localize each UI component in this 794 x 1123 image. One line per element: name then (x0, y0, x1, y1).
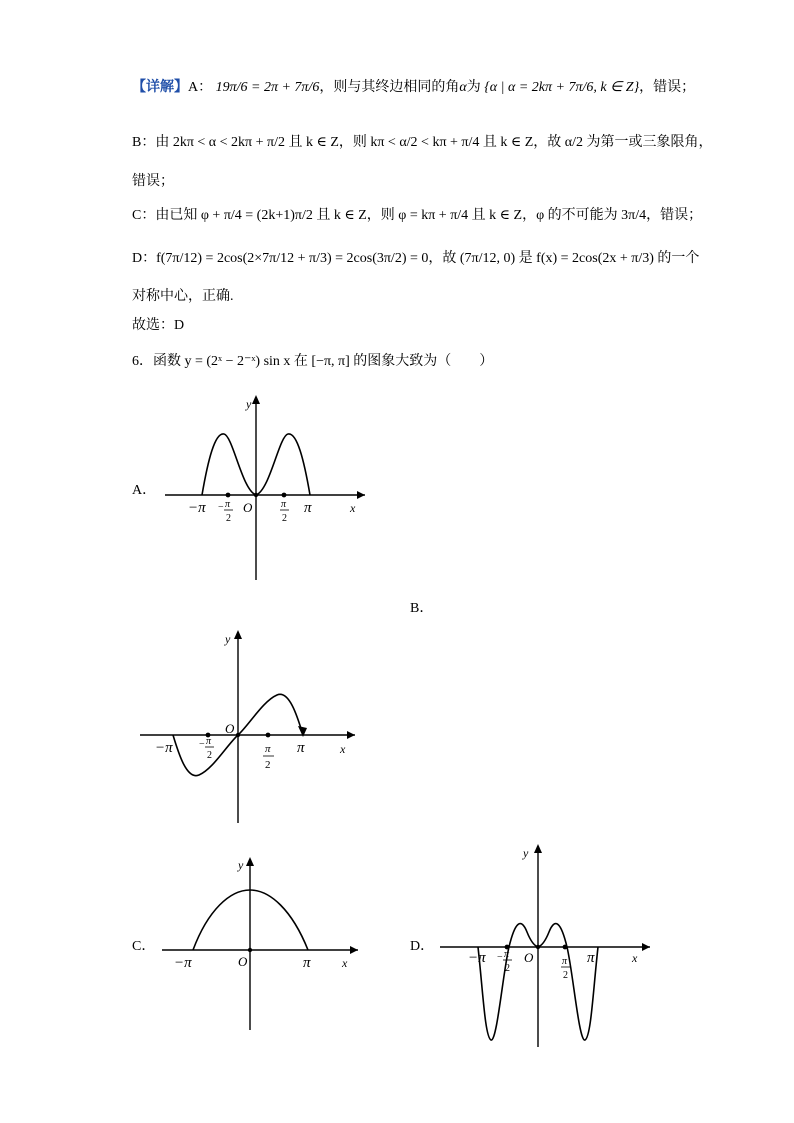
svg-text:x: x (632, 951, 638, 965)
question-text: 函数 y = (2ˣ − 2⁻ˣ) sin x 在 [−π, π] 的图象大致为（ ） (153, 354, 494, 369)
svg-text:π: π (587, 950, 595, 966)
solution-line-a: 【详解】A： 19π/6 = 2π + 7π/6，则与其终边相同的角α为 {α | α = 2kπ + 7π/6, k ∈ Z}，错误； (132, 80, 696, 95)
svg-text:π: π (297, 740, 305, 756)
svg-text:O: O (225, 721, 235, 736)
pi-label: π (304, 500, 312, 516)
svg-text:−: − (218, 502, 224, 513)
svg-text:π: π (303, 955, 311, 971)
question-number: 6． (132, 354, 153, 369)
svg-text:π: π (562, 956, 568, 967)
option-a-label: A． (132, 483, 157, 498)
svg-text:−π: −π (155, 740, 173, 756)
svg-text:y: y (523, 846, 529, 860)
svg-text:2: 2 (505, 963, 510, 974)
svg-text:2: 2 (226, 513, 231, 524)
svg-text:−π: −π (468, 950, 486, 966)
option-d-label: D． (410, 939, 435, 954)
svg-text:π: π (206, 736, 212, 747)
svg-text:2: 2 (563, 970, 568, 981)
equation-a: 19π/6 = 2π + 7π/6 (215, 80, 320, 95)
solution-line-c: C：由已知 φ + π/4 = (2k+1)π/2 且 k ∈ Z，则 φ = kπ + π/4 且 k ∈ Z，φ 的不可能为 3π/4，错误； (132, 208, 703, 223)
solution-line-b: B：由 2kπ < α < 2kπ + π/2 且 k ∈ Z，则 kπ < α/2 < kπ + π/4 且 k ∈ Z，故 α/2 为第一或三象限角， (132, 135, 713, 150)
svg-text:x: x (342, 956, 348, 970)
svg-text:−: − (199, 739, 205, 750)
svg-text:π: π (265, 743, 271, 755)
graph-option-c (160, 855, 370, 1035)
svg-text:π: π (281, 499, 287, 510)
question-6 (132, 352, 493, 372)
angle-set: {α | α = 2kπ + 7π/6, k ∈ Z} (484, 80, 640, 95)
svg-text:2: 2 (207, 750, 212, 761)
graph-option-d (435, 842, 660, 1052)
solution-line-b2: 错误； (132, 174, 174, 189)
neg-pi-label: −π (188, 500, 206, 516)
graph-option-a (160, 390, 380, 585)
svg-text:2: 2 (282, 513, 287, 524)
solution-line-d2: 对称中心，正确. (132, 289, 234, 304)
svg-text:π: π (504, 949, 510, 960)
graph-option-b (135, 625, 365, 830)
svg-text:−: − (497, 952, 503, 963)
solution-line-d: D：f(7π/12) = 2cos(2×7π/12 + π/3) = 2cos(3π/2) = 0，故 (7π/12, 0) 是 f(x) = 2cos(2x + π/3) 的一个 (132, 251, 700, 266)
origin-label: O (243, 500, 253, 515)
svg-text:y: y (238, 858, 244, 872)
option-c-label: C． (132, 939, 156, 954)
svg-text:O: O (524, 950, 534, 965)
svg-text:−π: −π (174, 955, 192, 971)
x-axis-label: x (350, 501, 356, 515)
svg-text:2: 2 (265, 759, 271, 771)
answer-line: 故选：D (132, 318, 185, 333)
svg-text:y: y (225, 632, 231, 646)
svg-text:x: x (340, 742, 346, 756)
svg-text:O: O (238, 954, 248, 969)
y-axis-label: y (246, 397, 252, 411)
solution-tag: 【详解】 (132, 80, 188, 95)
svg-text:π: π (225, 499, 231, 510)
option-b-label: B． (410, 601, 434, 616)
